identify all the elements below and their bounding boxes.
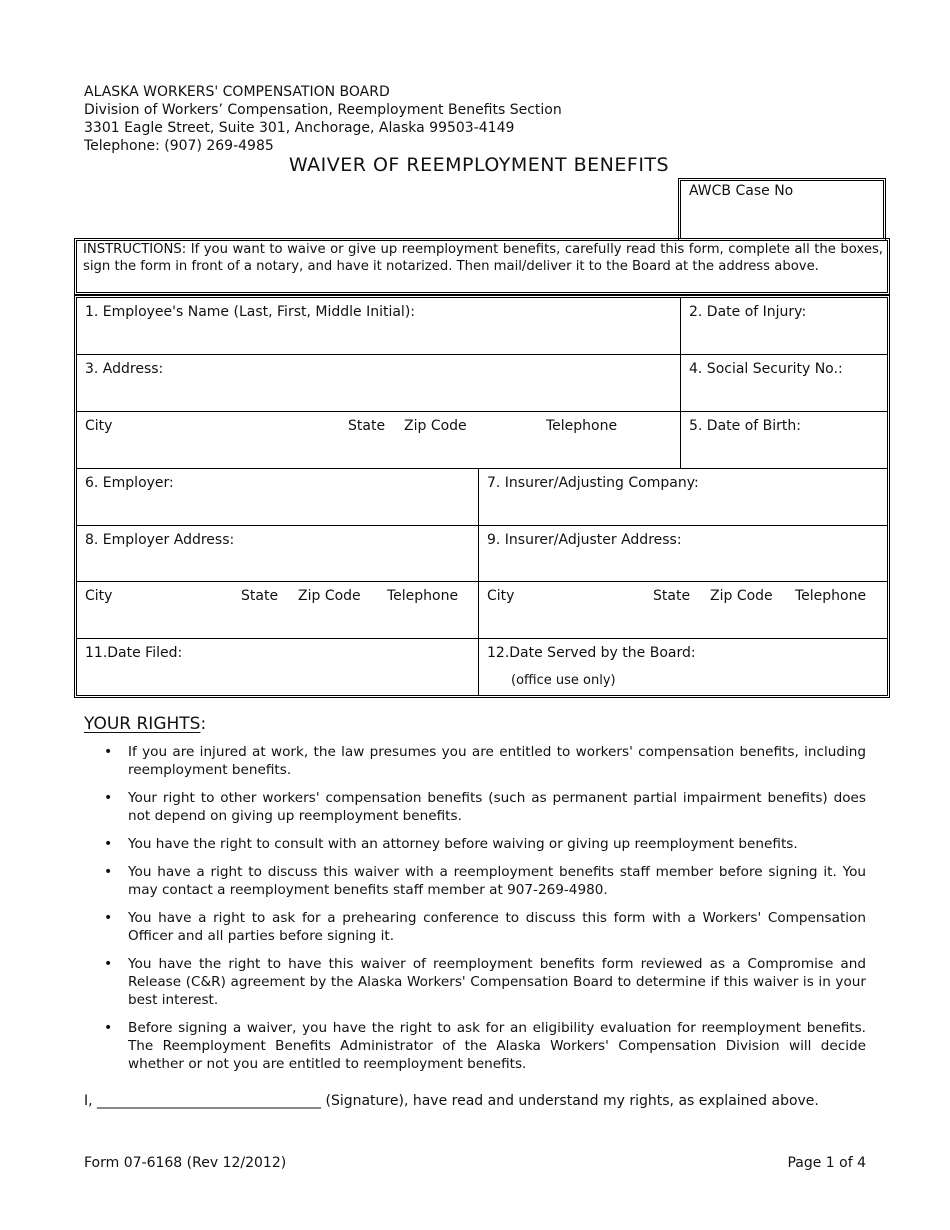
instructions-text: If you want to waive or give up reemployment benefits, carefully read this form, complete all the boxes, sign the form in front of a notary, and have it notarized. Then mail/deliver it to the Board at the address above. bbox=[83, 242, 883, 274]
employer-zip-label: Zip Code bbox=[298, 588, 361, 604]
insurer-label: 7. Insurer/Adjusting Company: bbox=[487, 475, 699, 491]
dob-field[interactable] bbox=[681, 412, 887, 469]
employer-city-label: City bbox=[85, 588, 113, 604]
insurer-state-label: State bbox=[653, 588, 691, 604]
address-field[interactable] bbox=[77, 355, 681, 412]
date-filed-label: 11.Date Filed: bbox=[85, 645, 183, 661]
insurer-city-state-zip-phone-field[interactable] bbox=[479, 582, 887, 639]
list-item: • Before signing a waiver, you have the right to ask for an eligibility evaluation for reemployment benefits. The Reemployment Benefits Administrator of the Alaska Workers' Compensation Division will decide whether or not you are entitled to reemployment benefits. bbox=[84, 1019, 866, 1073]
date-filed-field[interactable] bbox=[77, 639, 479, 695]
case-number-field[interactable] bbox=[680, 180, 884, 239]
insurer-zip-label: Zip Code bbox=[710, 588, 773, 604]
employer-label: 6. Employer: bbox=[85, 475, 174, 491]
address-label: 3. Address: bbox=[85, 361, 164, 377]
zip-label: Zip Code bbox=[404, 418, 467, 434]
signature-line[interactable]: I, ________________________________ (Signature), have read and understand my rights, as explained above. bbox=[84, 1093, 819, 1109]
insurer-city-label: City bbox=[487, 588, 515, 604]
dob-label: 5. Date of Birth: bbox=[689, 418, 801, 434]
office-use-note: (office use only) bbox=[511, 673, 616, 688]
employee-info-grid bbox=[76, 297, 888, 696]
insurer-address-field[interactable] bbox=[479, 526, 887, 582]
employer-state-label: State bbox=[241, 588, 279, 604]
ssn-label: 4. Social Security No.: bbox=[689, 361, 843, 377]
ssn-field[interactable] bbox=[681, 355, 887, 412]
date-of-injury-field[interactable] bbox=[681, 298, 887, 355]
date-served-field bbox=[479, 639, 887, 695]
employer-field[interactable] bbox=[77, 469, 479, 526]
instructions-box bbox=[76, 240, 888, 293]
list-item: • You have the right to consult with an attorney before waiving or giving up reemployment benefits. bbox=[84, 835, 866, 853]
list-item: • If you are injured at work, the law presumes you are entitled to workers' compensation benefits, including reemployment benefits. bbox=[84, 743, 866, 779]
instructions-label: INSTRUCTIONS: bbox=[83, 242, 187, 257]
employer-city-state-zip-phone-field[interactable] bbox=[77, 582, 479, 639]
list-item: • You have a right to ask for a prehearing conference to discuss this form with a Workers' Compensation Officer and all parties before signing it. bbox=[84, 909, 866, 945]
rights-heading: YOUR RIGHTS: bbox=[84, 714, 207, 734]
agency-header bbox=[84, 83, 562, 155]
list-item: • You have the right to have this waiver of reemployment benefits form reviewed as a Compromise and Release (C&R) agreement by the Alaska Workers' Compensation Board to determine if this waiver is in your best interest. bbox=[84, 955, 866, 1009]
agency-address: 3301 Eagle Street, Suite 301, Anchorage, Alaska 99503-4149 bbox=[84, 120, 515, 136]
insurer-address-label: 9. Insurer/Adjuster Address: bbox=[487, 532, 682, 548]
agency-telephone: Telephone: (907) 269-4985 bbox=[84, 138, 274, 154]
employer-address-label: 8. Employer Address: bbox=[85, 532, 235, 548]
insurer-telephone-label: Telephone bbox=[795, 588, 867, 604]
page-number: Page 1 of 4 bbox=[787, 1155, 866, 1171]
list-item: • You have a right to discuss this waiver with a reemployment benefits staff member before signing it. You may contact a reemployment benefits staff member at 907-269-4980. bbox=[84, 863, 866, 899]
city-label: City bbox=[85, 418, 113, 434]
state-label: State bbox=[348, 418, 386, 434]
employee-name-field[interactable] bbox=[77, 298, 681, 355]
agency-name: ALASKA WORKERS' COMPENSATION BOARD bbox=[84, 84, 390, 100]
list-item: • Your right to other workers' compensation benefits (such as permanent partial impairment benefits) does not depend on giving up reemployment benefits. bbox=[84, 789, 866, 825]
employee-name-label: 1. Employee's Name (Last, First, Middle Initial): bbox=[85, 304, 415, 320]
case-number-label: AWCB Case No bbox=[689, 183, 794, 199]
date-of-injury-label: 2. Date of Injury: bbox=[689, 304, 807, 320]
form-title: WAIVER OF REEMPLOYMENT BENEFITS bbox=[288, 154, 670, 176]
telephone-label: Telephone bbox=[546, 418, 618, 434]
city-state-zip-phone-field[interactable] bbox=[77, 412, 681, 469]
date-served-label: 12.Date Served by the Board: bbox=[487, 645, 696, 661]
insurer-field[interactable] bbox=[479, 469, 887, 526]
division-name: Division of Workers’ Compensation, Reemployment Benefits Section bbox=[84, 102, 562, 118]
employer-address-field[interactable] bbox=[77, 526, 479, 582]
form-number: Form 07-6168 (Rev 12/2012) bbox=[84, 1155, 287, 1171]
employer-telephone-label: Telephone bbox=[387, 588, 459, 604]
rights-list bbox=[84, 743, 866, 1083]
